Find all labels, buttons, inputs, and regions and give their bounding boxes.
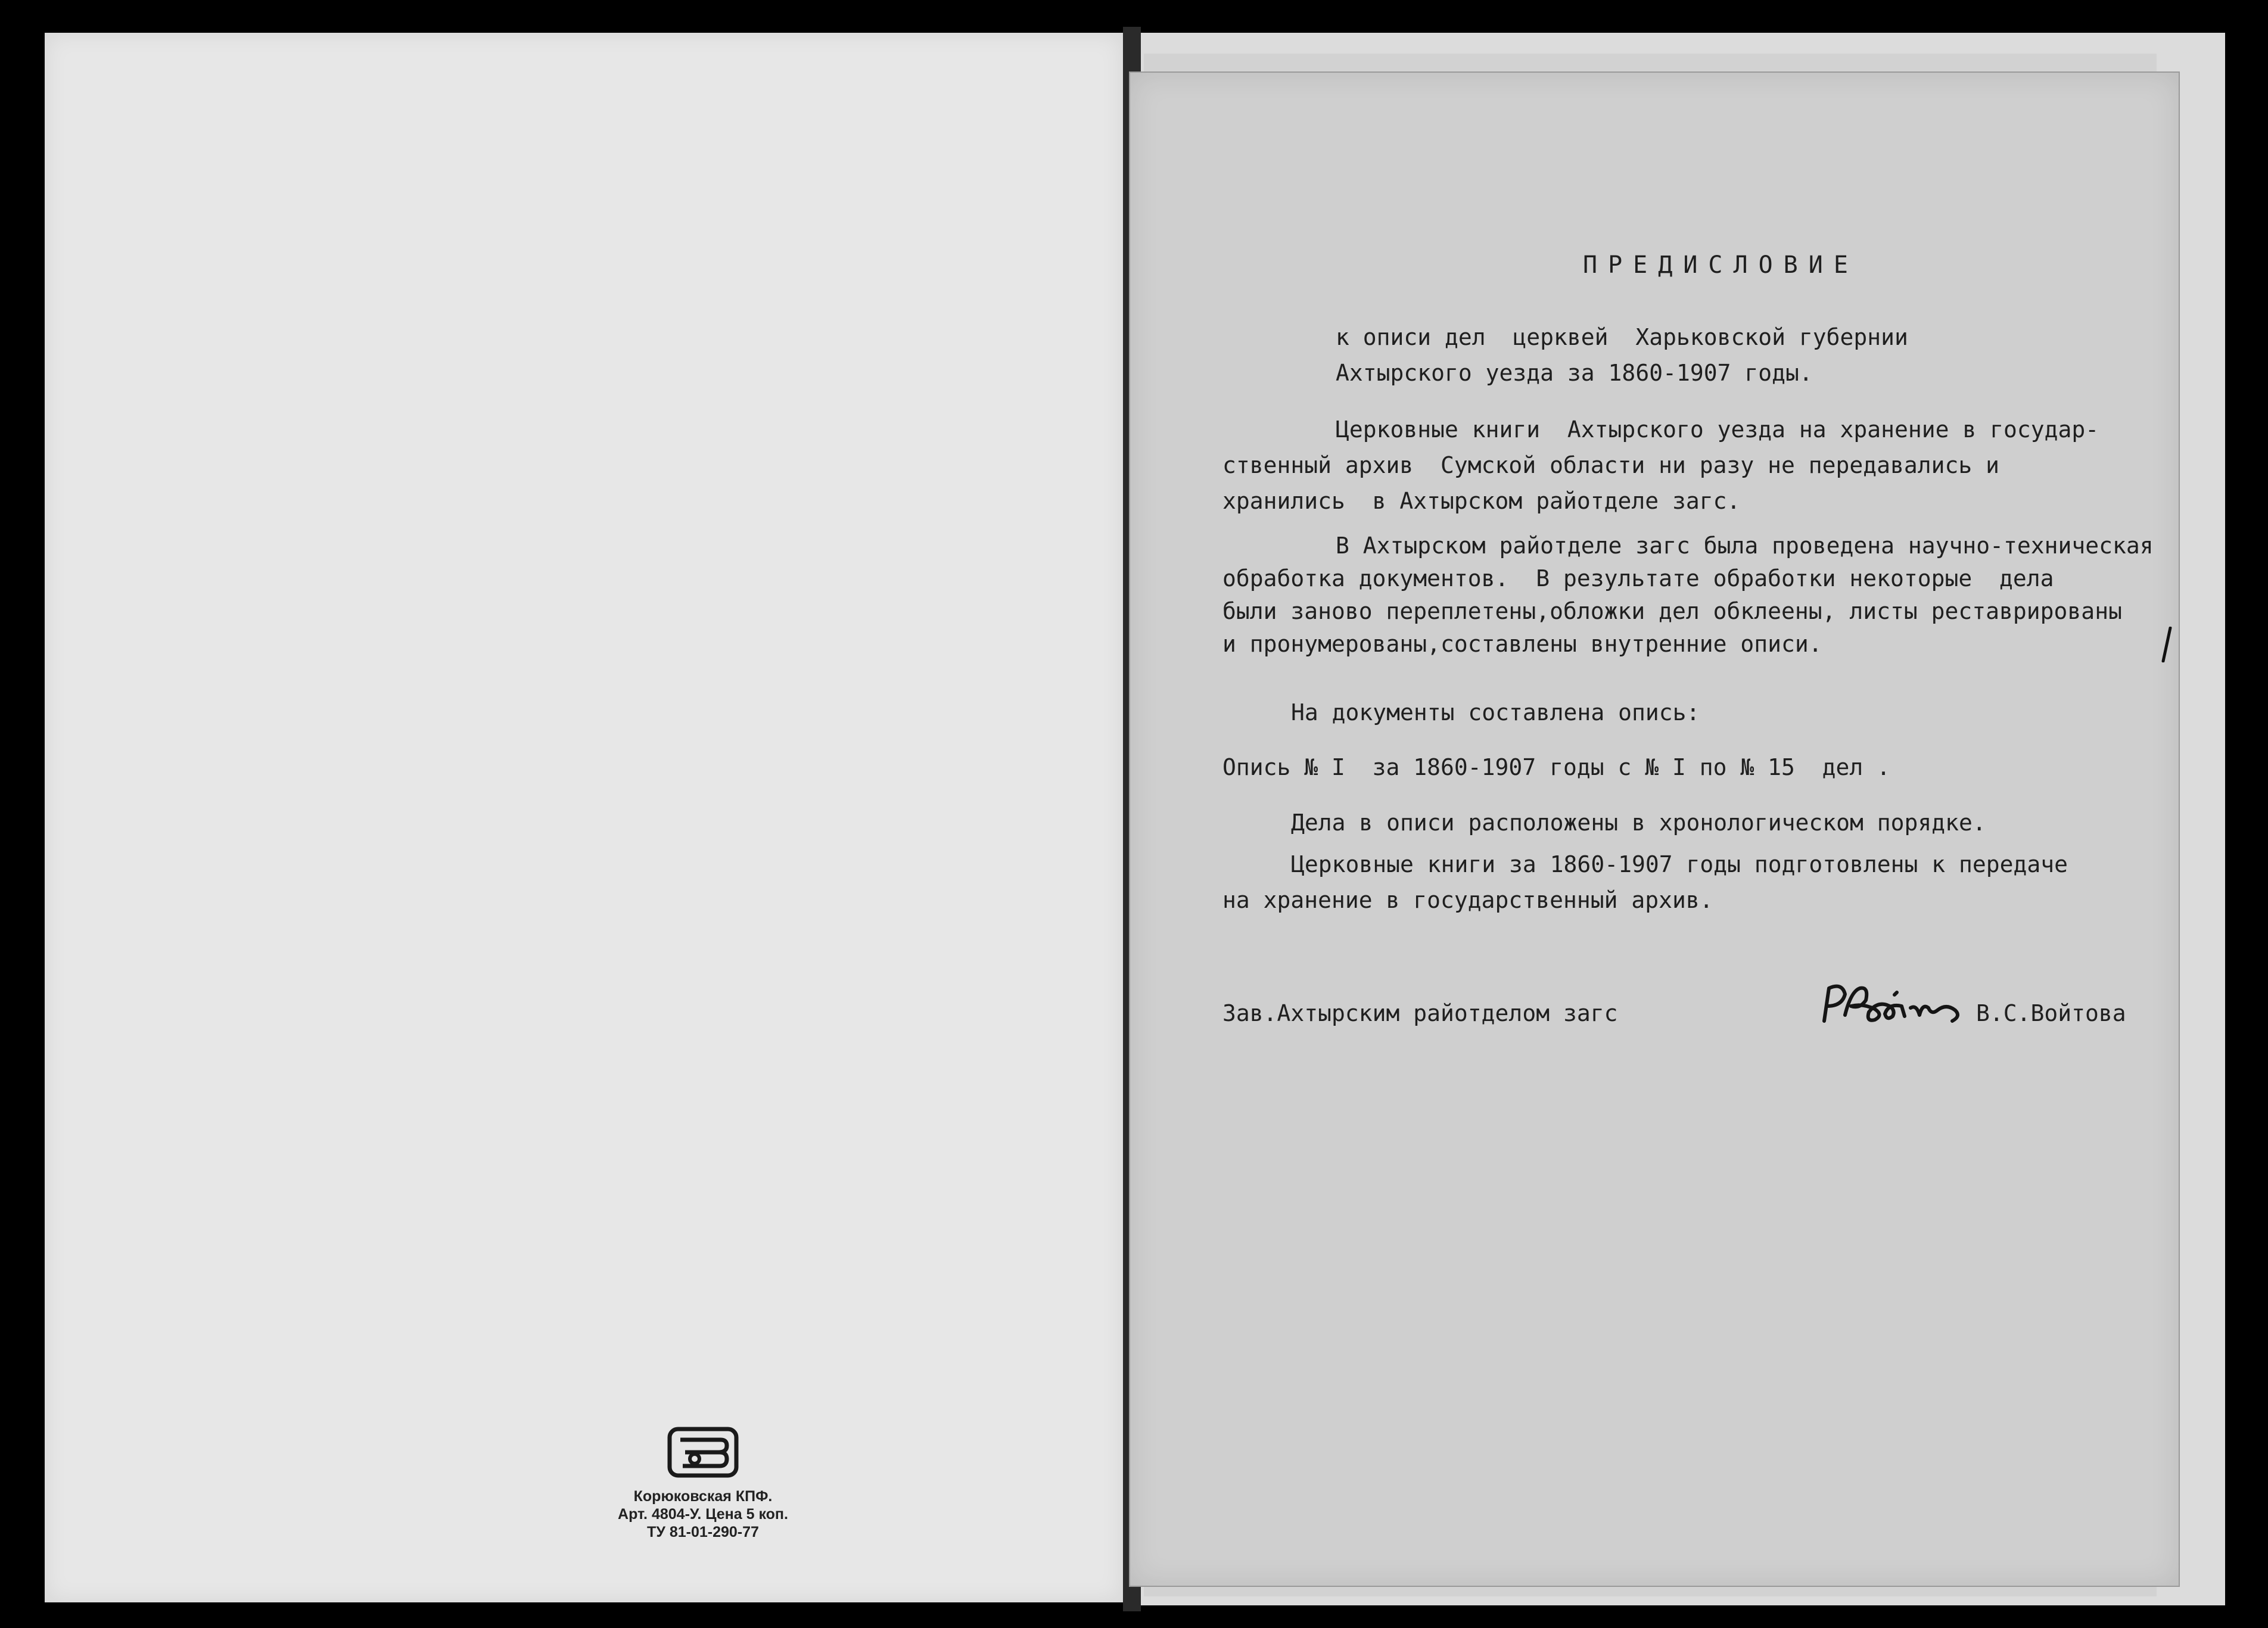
page-title: ПРЕДИСЛОВИЕ bbox=[1583, 251, 1859, 279]
subtitle-line-2: Ахтырского уезда за 1860-1907 годы. bbox=[1336, 360, 1813, 386]
signatory-name: В.С.Войтова bbox=[1976, 1000, 2126, 1026]
left-cover-page bbox=[45, 33, 1123, 1602]
para2-line-4: и пронумерованы,составлены внутренние описи. bbox=[1222, 631, 1822, 657]
inventory-line: Опись № I за 1860-1907 годы с № I по № 15 дел . bbox=[1222, 754, 1891, 780]
para1-line-2: ственный архив Сумской области ни разу не передавались и bbox=[1222, 452, 2000, 478]
para2-line-2: обработка документов. В результате обработки некоторые дела bbox=[1222, 565, 2054, 592]
para1-line-3: хранились в Ахтырском райотделе загс. bbox=[1222, 488, 1741, 514]
para1-line-1: Церковные книги Ахтырского уезда на хранение в государ- bbox=[1336, 416, 2099, 443]
handwritten-signature bbox=[1818, 973, 1967, 1039]
article-price: Арт. 4804-У. Цена 5 коп. bbox=[618, 1506, 788, 1523]
printer-imprint bbox=[569, 1427, 837, 1541]
pen-mark bbox=[2161, 627, 2173, 662]
para2-line-1: В Ахтырском райотделе загс была проведена научно-техническая bbox=[1336, 533, 2154, 559]
publisher-name: Корюковская КПФ. bbox=[633, 1488, 773, 1505]
para5-line-1: Церковные книги за 1860-1907 годы подготовлены к передаче bbox=[1291, 851, 2068, 877]
para3: На документы составлена опись: bbox=[1291, 699, 1700, 726]
para2-line-3: были заново переплетены,обложки дел обклеены, листы реставрированы bbox=[1222, 598, 2122, 624]
signatory-role: Зав.Ахтырским райотделом загс bbox=[1222, 1000, 1618, 1026]
printer-logo-icon bbox=[667, 1427, 739, 1478]
para4: Дела в описи расположены в хронологическом порядке. bbox=[1291, 810, 1986, 836]
preface-page bbox=[1129, 71, 2180, 1587]
subtitle-line-1: к описи дел церквей Харьковской губернии bbox=[1336, 324, 1908, 350]
tu-code: ТУ 81-01-290-77 bbox=[647, 1524, 759, 1540]
para5-line-2: на хранение в государственный архив. bbox=[1222, 887, 1713, 913]
